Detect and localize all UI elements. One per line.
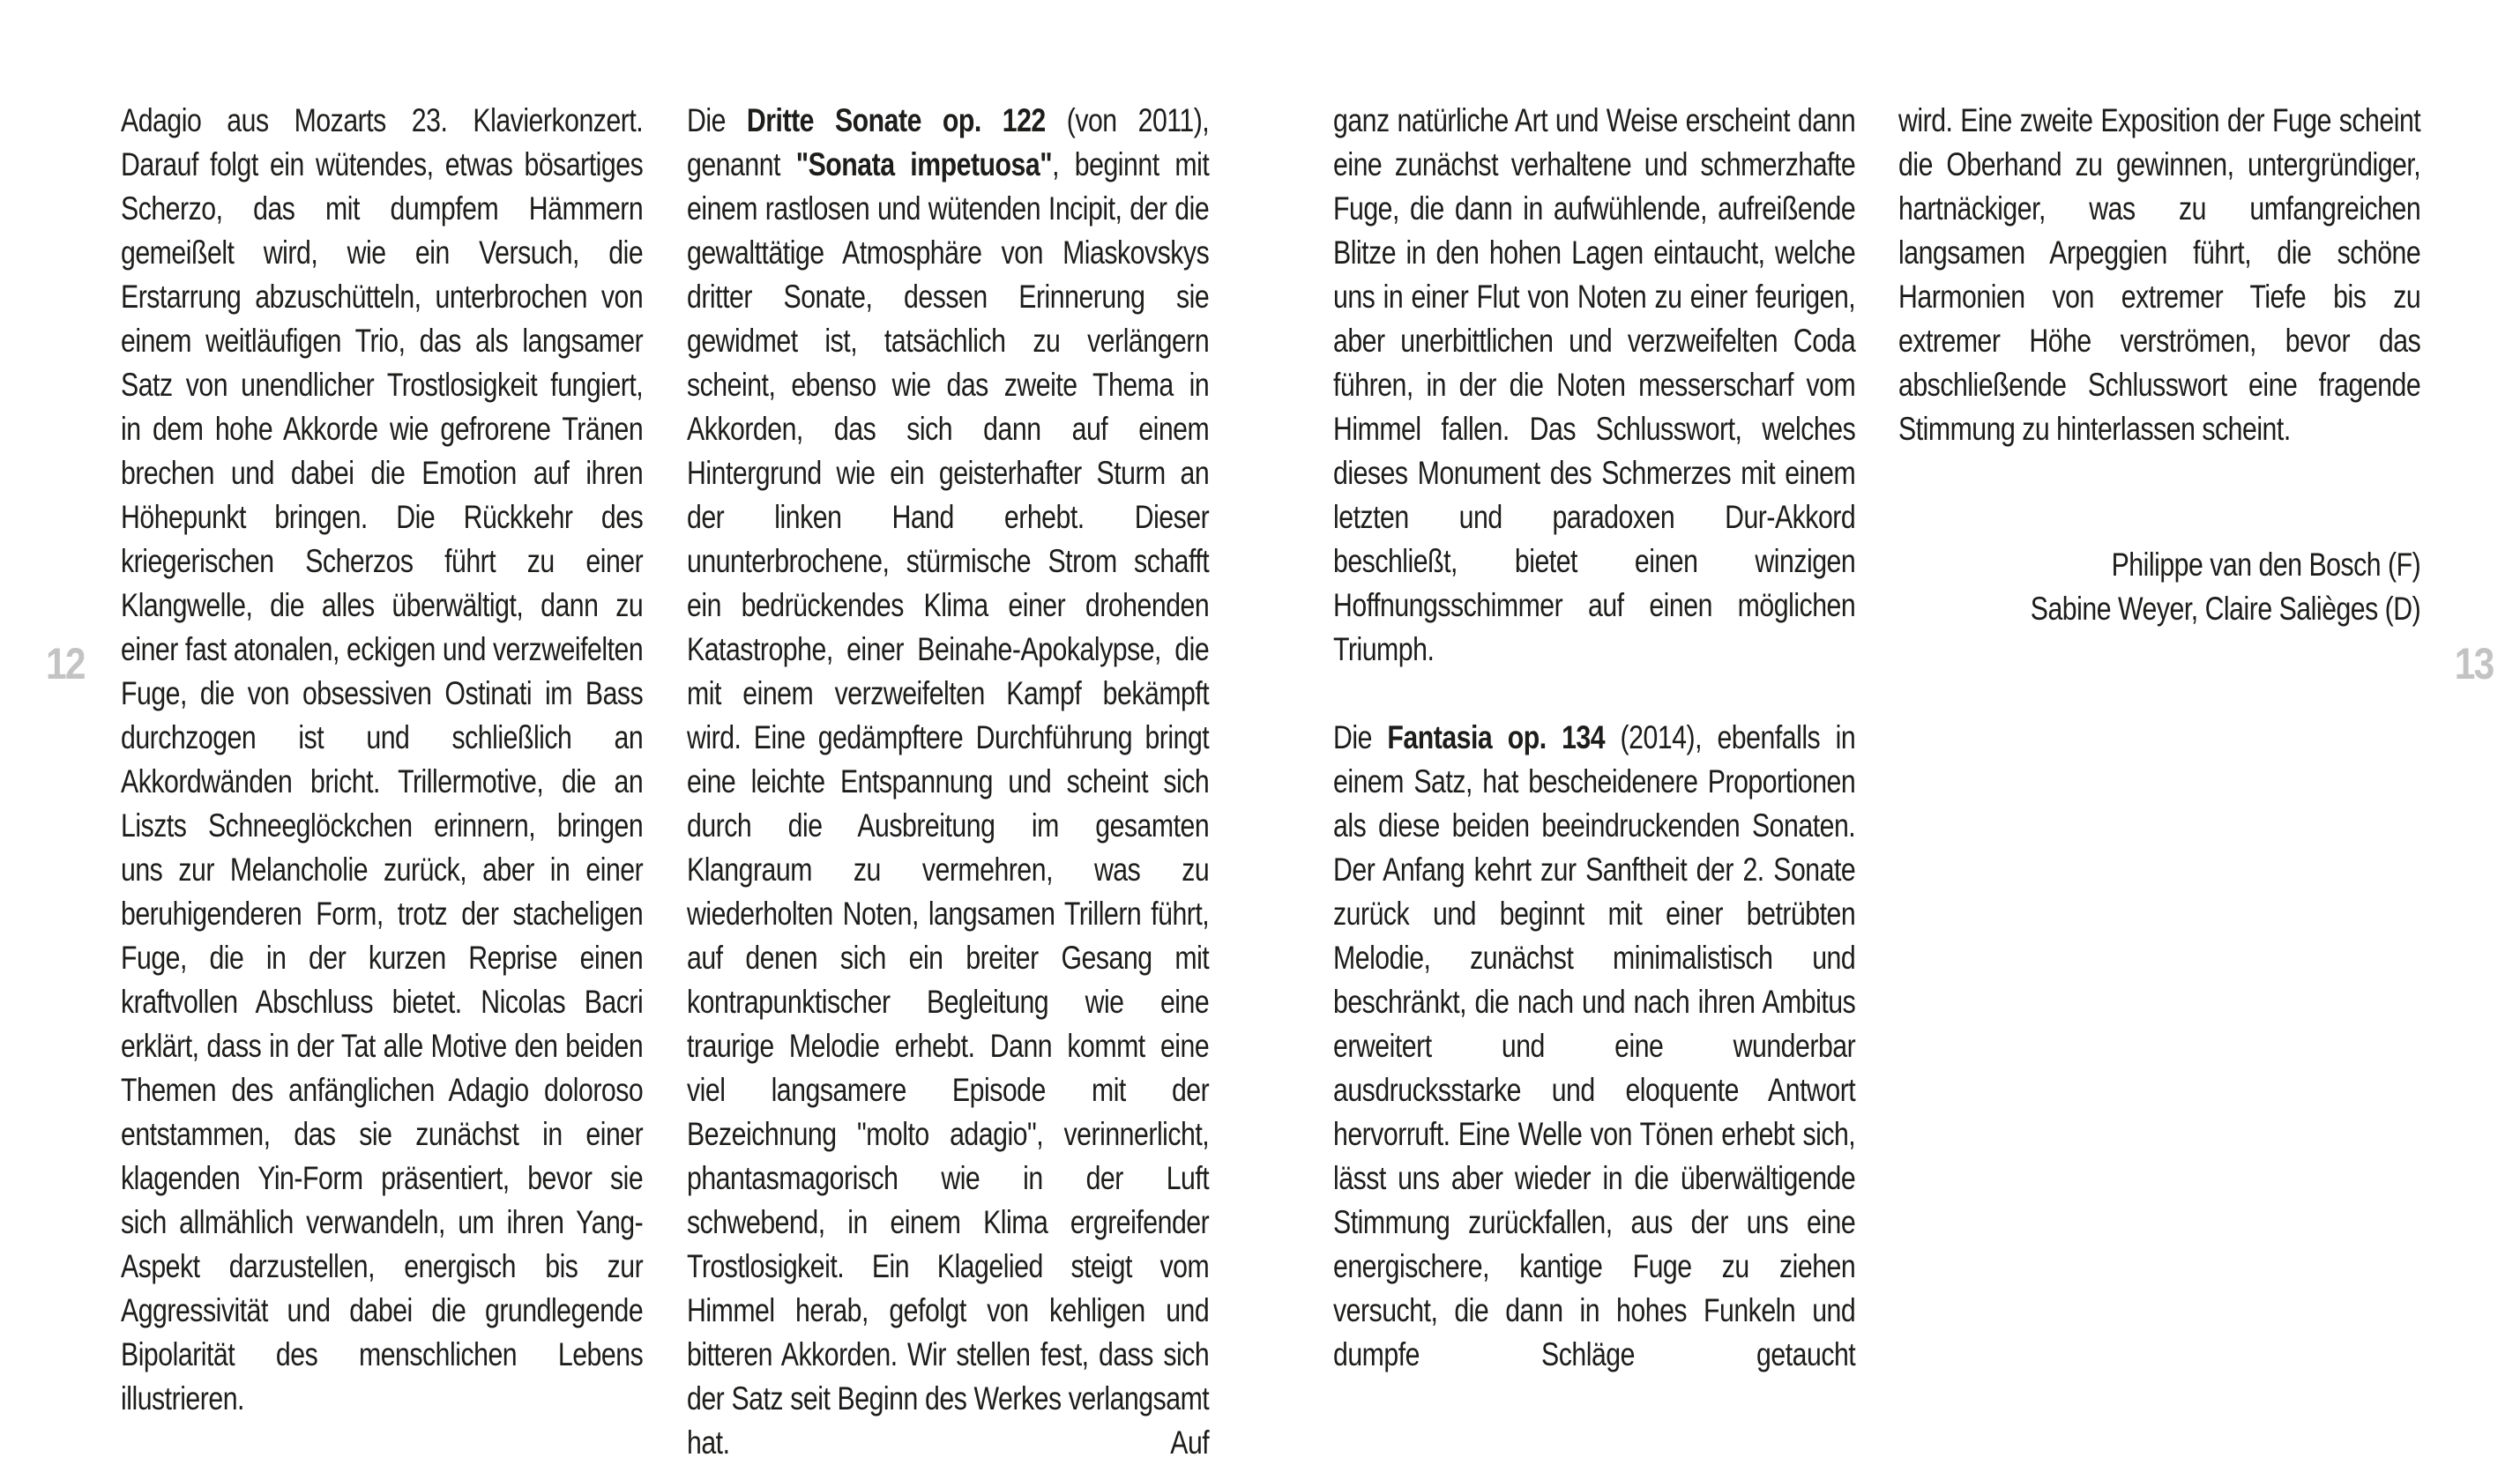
column3-paragraph-1: ganz natürliche Art und Weise erscheint dann eine zunächst verhaltene und schmerzhafte Fuge, die dann in aufwühlende, aufreißende Blitze in den hohen Lagen eintaucht, welche uns in einer Flut von Noten zu einer feurigen, aber unerbittlichen und verzweifelten Coda führen, in der die Noten messerscharf vom Himmel fallen. Das Schlusswort, welches dieses Monument des Schmerzes mit einem letzten und paradoxen Dur-Akkord beschließt, bietet einen winzigen Hoffnungsschimmer auf einen möglichen Triumph.	[1333, 102, 1856, 667]
page-number-left: 12	[46, 639, 85, 688]
column2-paragraph	[687, 99, 1209, 1465]
text-column-2	[687, 99, 1209, 1465]
column2-work-title-bold: Dritte Sonate op. 122	[746, 102, 1046, 138]
text-column-3	[1333, 99, 1855, 1377]
author-credits	[1898, 543, 2420, 631]
column2-subtitle-bold: "Sonata impetuosa"	[795, 146, 1053, 182]
column2-run-1: Die	[687, 102, 747, 138]
credit-line-1: Philippe van den Bosch (F)	[2111, 547, 2421, 583]
column1-paragraph: Adagio aus Mozarts 23. Klavierkonzert. Darauf folgt ein wütendes, etwas bösartiges Scherzo, das mit dumpfem Hämmern gemeißelt wird, wie ein Versuch, die Erstarrung abzuschütteln, unterbrochen von einem weitläufigen Trio, das als langsamer Satz von unendlicher Trostlosigkeit fungiert, in dem hohe Akkorde wie gefrorene Tränen brechen und dabei die Emotion auf ihren Höhepunkt bringen. Die Rückkehr des kriegerischen Scherzos führt zu einer Klangwelle, die alles überwältigt, dann zu einer fast atonalen, eckigen und verzweifelten Fuge, die von obsessiven Ostinati im Bass durchzogen ist und schließlich an Akkordwänden bricht. Trillermotive, die an Liszts Schneeglöckchen erinnern, bringen uns zur Melancholie zurück, aber in einer beruhigenderen Form, trotz der stacheligen Fuge, die in der kurzen Reprise einen kraftvollen Abschluss bietet. Nicolas Bacri erklärt, dass in der Tat alle Motive den beiden Themen des anfänglichen Adagio doloroso entstammen, das sie zunächst in einer klagenden Yin-Form präsentiert, bevor sie sich allmählich verwandeln, um ihren Yang-Aspekt darzustellen, energisch bis zur Aggressivität und dabei die grundlegende Bipolarität des menschlichen Lebens illustrieren.	[121, 102, 644, 1417]
column4-paragraph: wird. Eine zweite Exposition der Fuge scheint die Oberhand zu gewinnen, untergründiger, hartnäckiger, was zu umfangreichen langsamen Arpeggien führt, die schöne Harmonien von extremer Tiefe bis zu extremer Höhe verströmen, bevor das abschließende Schlusswort eine fragende Stimmung zu hinterlassen scheint.	[1898, 102, 2421, 447]
text-column-1	[121, 99, 643, 1421]
page-number-right: 13	[2455, 639, 2494, 688]
column3-paragraph-2	[1333, 716, 1855, 1377]
credit-line-2: Sabine Weyer, Claire Salièges (D)	[2030, 591, 2421, 627]
column3-work-title-bold: Fantasia op. 134	[1387, 719, 1606, 755]
column2-run-5: , beginnt mit einem rastlosen und wütenden Incipit, der die gewalttätige Atmosphäre von Miaskovskys dritter Sonate, dessen Erinnerung sie gewidmet ist, tatsächlich zu verlängern scheint, ebenso wie das zweite Thema in Akkorden, das sich dann auf einem Hintergrund wie ein geisterhafter Sturm an der linken Hand erhebt. Dieser ununterbrochene, stürmische Strom schafft ein bedrückendes Klima einer drohenden Katastrophe, einer Beinahe-Apokalypse, die mit einem verzweifelten Kampf bekämpft wird. Eine gedämpftere Durchführung bringt eine leichte Entspannung und scheint sich durch die Ausbreitung im gesamten Klangraum zu vermehren, was zu wiederholten Noten, langsamen Trillern führt, auf denen sich ein breiter Gesang mit kontrapunktischer Begleitung wie eine traurige Melodie erhebt. Dann kommt eine viel langsamere Episode mit der Bezeichnung "molto adagio", verinnerlicht, phantasmagorisch wie in der Luft schwebend, in einem Klima ergreifender Trostlosigkeit. Ein Klagelied steigt vom Himmel herab, gefolgt von kehligen und bitteren Akkorden. Wir stellen fest, dass sich der Satz seit Beginn des Werkes verlangsamt hat. Auf	[687, 146, 1210, 1461]
text-column-4	[1898, 99, 2420, 631]
column2-run-3: (von 2011), genannt	[687, 102, 1210, 182]
column3-run-3: (2014), ebenfalls in einem Satz, hat bescheidenere Proportionen als diese beiden beeindruckenden Sonaten. Der Anfang kehrt zur Sanftheit der 2. Sonate zurück und beginnt mit einer betrübten Melodie, zunächst minimalistisch und beschränkt, die nach und nach ihren Ambitus erweitert und eine wunderbar ausdrucksstarke und eloquente Antwort hervorruft. Eine Welle von Tönen erhebt sich, lässt uns aber wieder in die überwältigende Stimmung zurückfallen, aus der uns eine energischere, kantige Fuge zu ziehen versucht, die dann in hohes Funkeln und dumpfe Schläge getaucht	[1333, 719, 1856, 1372]
column3-run-1: Die	[1333, 719, 1388, 755]
